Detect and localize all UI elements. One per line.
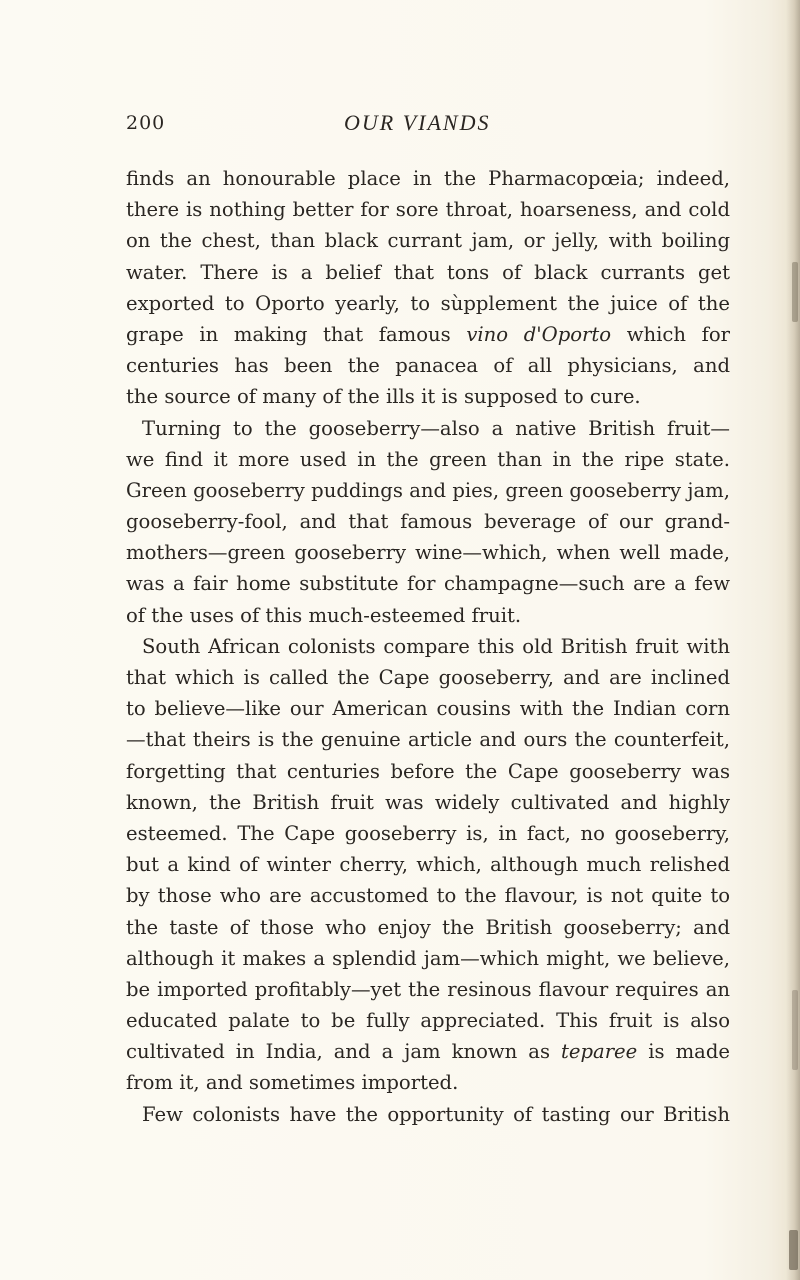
text-segment: finds an honourable place in the Pharmacopœia; indeed,	[126, 167, 730, 190]
text-line	[126, 444, 730, 475]
text-segment: known, the British fruit was widely cultivated and highly	[126, 790, 730, 814]
italic-term: teparee	[561, 1040, 638, 1064]
italic-term: vino d'Oporto	[466, 322, 612, 346]
text-segment: esteemed. The Cape gooseberry is, in fact, no gooseberry,	[126, 821, 730, 845]
text-line	[126, 600, 730, 631]
text-segment: cultivated in India, and a jam known as	[126, 1040, 561, 1064]
text-segment: the source of many of the ills it is supposed to cure.	[126, 385, 641, 409]
text-segment: by those who are accustomed to the flavour, is not quite to	[126, 884, 730, 908]
page-header	[126, 112, 730, 144]
text-segment: was a fair home substitute for champagne—such are a few	[126, 572, 730, 596]
text-segment: to believe—like our American cousins with the Indian corn	[126, 697, 730, 721]
text-segment: but a kind of winter cherry, which, although much relished	[126, 853, 730, 877]
text-line	[126, 943, 730, 974]
text-line	[126, 693, 730, 724]
page-edge-mark	[792, 990, 798, 1070]
text-line	[126, 163, 730, 194]
text-segment: educated palate to be fully appreciated. This fruit is also	[126, 1009, 730, 1033]
text-line	[126, 818, 730, 849]
text-segment: is made	[637, 1040, 730, 1064]
text-line	[126, 1005, 730, 1036]
text-line	[126, 350, 730, 381]
text-segment: Green gooseberry puddings and pies, green gooseberry jam,	[126, 478, 730, 502]
running-title: OUR VIANDS	[344, 110, 491, 135]
text-segment: —that theirs is the genuine article and ours the counterfeit,	[126, 728, 730, 752]
text-line	[126, 506, 730, 537]
text-line	[126, 381, 730, 412]
text-line	[126, 1099, 730, 1130]
text-segment: which for	[611, 322, 730, 346]
text-line	[126, 756, 730, 787]
text-segment: Few colonists have the opportunity of tasting our British	[142, 1102, 730, 1126]
text-line	[126, 724, 730, 755]
text-line	[126, 912, 730, 943]
text-segment: forgetting that centuries before the Cape gooseberry was	[126, 759, 730, 783]
text-line	[126, 257, 730, 288]
text-segment: we find it more used in the green than in the ripe state.	[126, 447, 730, 471]
text-segment: although it makes a splendid jam—which might, we believe,	[126, 946, 730, 970]
text-segment: that which is called the Cape gooseberry, and are inclined	[126, 666, 730, 689]
text-line	[126, 1067, 730, 1098]
page-edge-mark	[789, 1230, 798, 1270]
text-segment: grape in making that famous	[126, 322, 467, 346]
text-line	[126, 880, 730, 911]
text-line	[126, 537, 730, 568]
text-segment: be imported profitably—yet the resinous flavour requires an	[126, 977, 730, 1001]
text-segment: gooseberry-fool, and that famous beverage of our grand-	[126, 510, 730, 534]
text-segment: Turning to the gooseberry—also a native British fruit—	[142, 416, 730, 440]
text-segment: South African colonists compare this old British fruit with	[142, 634, 730, 658]
body-text	[126, 163, 730, 1130]
text-line	[126, 849, 730, 880]
text-line	[126, 288, 730, 319]
text-line	[126, 631, 730, 662]
text-line	[126, 568, 730, 599]
text-segment: exported to Oporto yearly, to sùpplement the juice of the	[126, 291, 730, 315]
text-segment: of the uses of this much-esteemed fruit.	[126, 603, 522, 627]
text-line	[126, 1036, 730, 1067]
page-number: 200	[126, 112, 166, 134]
text-segment: on the chest, than black currant jam, or jelly, with boiling	[126, 229, 730, 253]
text-segment: the taste of those who enjoy the British gooseberry; and	[126, 915, 730, 939]
text-segment: water. There is a belief that tons of black currants get	[126, 260, 730, 284]
text-line	[126, 319, 730, 350]
text-line	[126, 787, 730, 818]
text-line	[126, 225, 730, 256]
text-segment: centuries has been the panacea of all physicians, and	[126, 354, 730, 378]
page-edge-mark	[792, 262, 798, 322]
text-segment: mothers—green gooseberry wine—which, when well made,	[126, 541, 730, 565]
text-line	[126, 475, 730, 506]
text-segment: there is nothing better for sore throat, hoarseness, and cold	[126, 198, 730, 222]
page-edge-shadow	[786, 0, 800, 1280]
text-line	[126, 662, 730, 693]
text-segment: from it, and sometimes imported.	[126, 1071, 459, 1095]
text-line	[126, 413, 730, 444]
text-line	[126, 194, 730, 225]
text-line	[126, 974, 730, 1005]
